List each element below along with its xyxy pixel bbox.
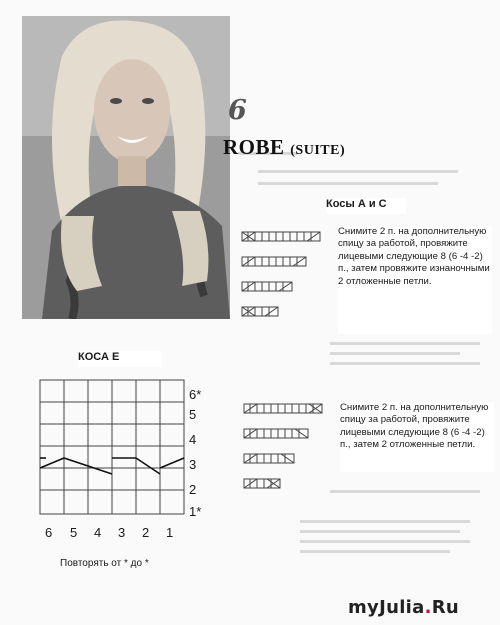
column-label: 2 (142, 525, 150, 540)
pattern-title-main: ROBE (223, 135, 285, 159)
pattern-number: 6 (228, 95, 247, 126)
pattern-title-sub: (SUITE) (290, 143, 346, 158)
cables-ac-instruction: Снимите 2 п. на дополнительную спицу за работой, провяжите лицевыми следующие 8 (6 -4 -2) п., затем провяжите изнаночными 2 отложенные петли. (338, 226, 492, 334)
cable-symbols-ac (236, 228, 326, 328)
watermark-name: Julia (379, 597, 425, 618)
column-label: 3 (118, 525, 126, 540)
row-label: 2 (189, 482, 197, 497)
cable-symbols-second (238, 400, 333, 496)
background-print (258, 182, 438, 185)
row-label: 6* (189, 387, 202, 402)
cables-ac-heading: Косы А и С (326, 198, 406, 214)
column-label: 5 (70, 525, 78, 540)
site-watermark (348, 597, 459, 618)
row-label: 4 (189, 432, 197, 447)
background-print (330, 490, 480, 493)
column-label: 6 (45, 525, 53, 540)
model-photo (22, 16, 230, 319)
watermark-prefix: my (348, 597, 380, 618)
row-label: 1* (189, 504, 202, 519)
background-print (300, 520, 470, 523)
background-print (330, 352, 460, 355)
column-label: 1 (166, 525, 174, 540)
woman-portrait-image (22, 16, 230, 319)
background-print (300, 540, 470, 543)
watermark-suffix: Ru (431, 597, 460, 618)
pattern-title (223, 135, 345, 160)
row-label: 5 (189, 407, 197, 422)
watermark-dot: . (424, 597, 432, 618)
repeat-note: Повторять от * до * (60, 558, 149, 569)
cable-e-heading: КОСА Е (78, 351, 162, 367)
cables-second-instruction: Снимите 2 п. на дополнительную спицу за работой, провяжите лицевыми следующие 8 (6 -4 -2) п., затем 2 отложенные петли. (340, 402, 494, 472)
row-label: 3 (189, 457, 197, 472)
background-print (258, 170, 458, 173)
column-label: 4 (94, 525, 102, 540)
cable-e-chart (36, 378, 186, 518)
background-print (330, 362, 480, 365)
background-print (300, 530, 460, 533)
background-print (330, 342, 480, 345)
background-print (300, 550, 450, 553)
